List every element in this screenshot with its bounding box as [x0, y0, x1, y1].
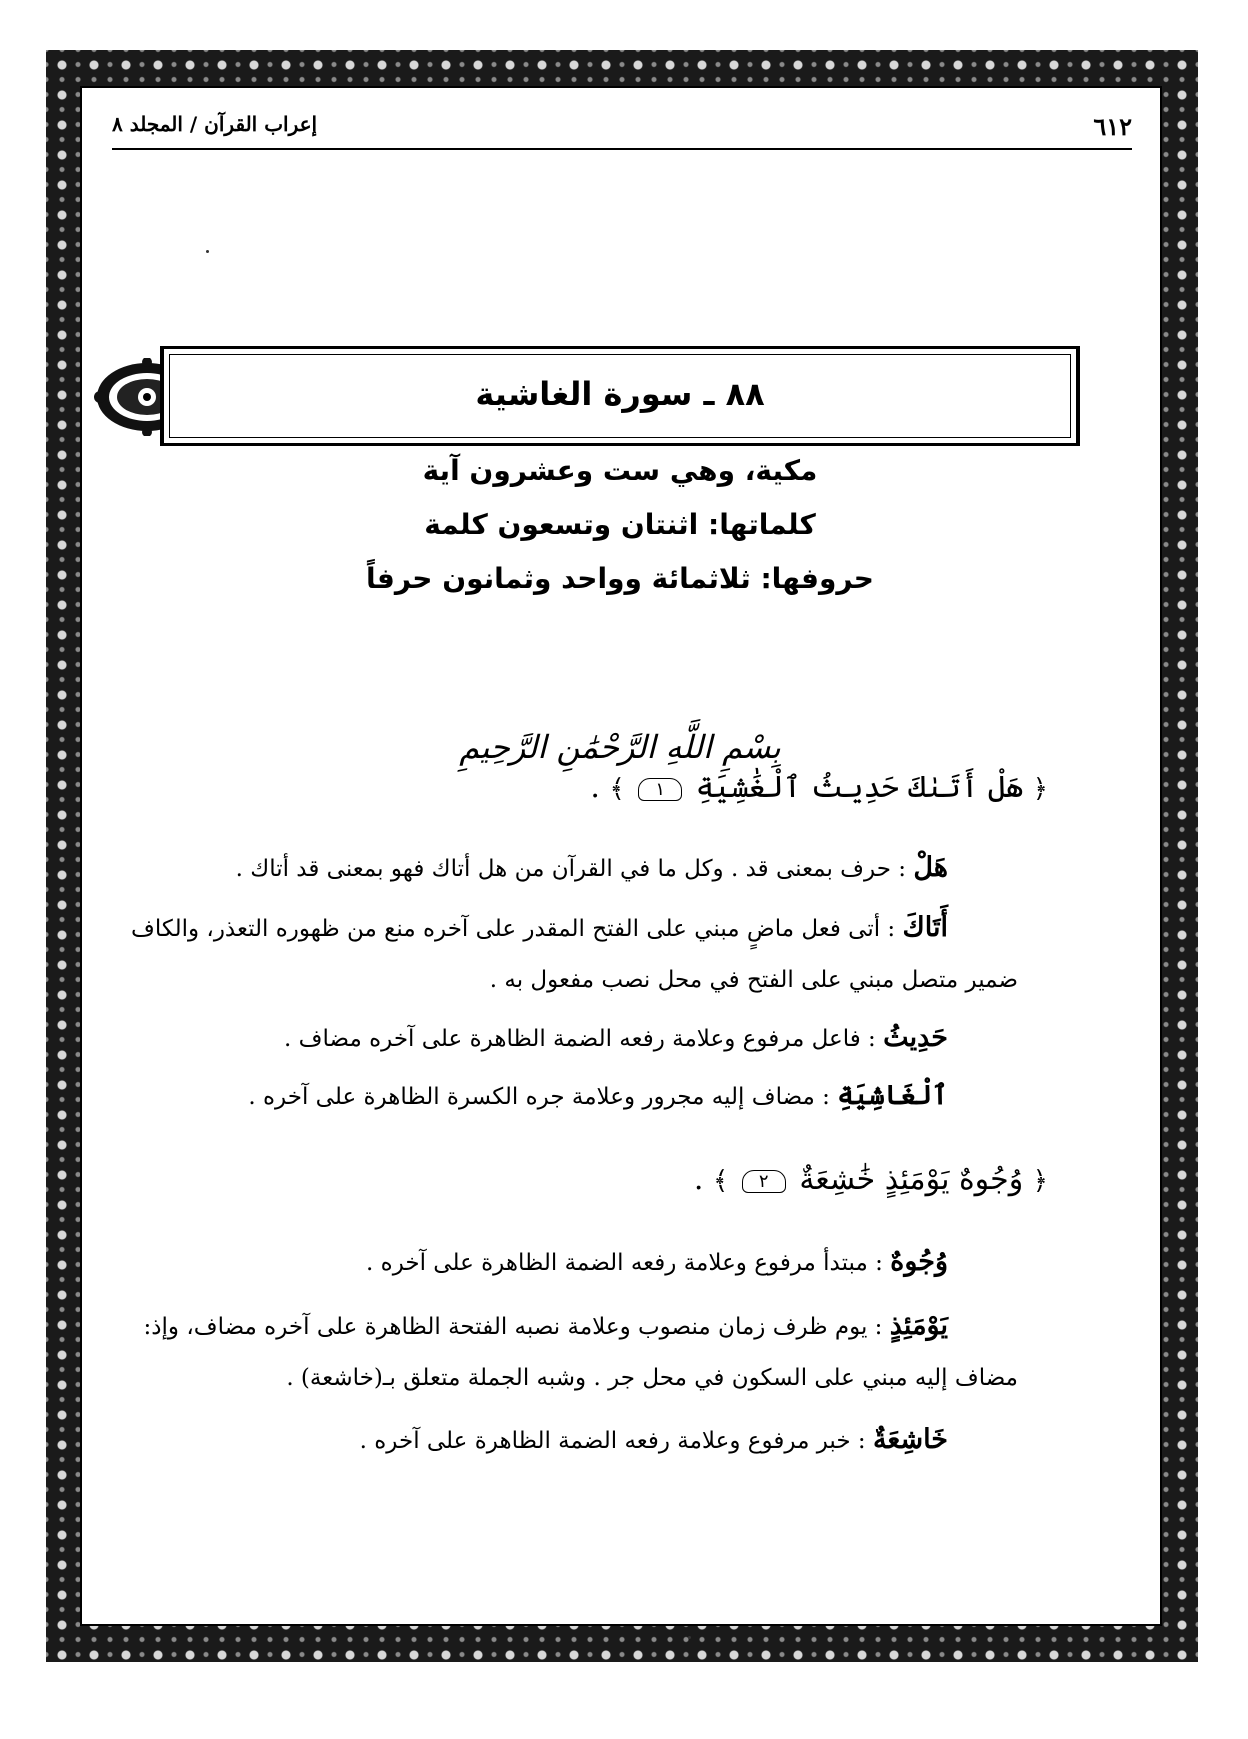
- analysis-term: خَاشِعَةٌ: [872, 1424, 948, 1455]
- verse-end-mark: .: [693, 1162, 704, 1197]
- surah-title-banner: [160, 346, 1080, 446]
- surah-title: ٨٨ ـ سورة الغاشية: [475, 375, 765, 413]
- analysis-continuation: ضمير متصل مبني على الفتح في محل نصب مفعول به .: [489, 967, 1018, 993]
- page-header: [112, 112, 1132, 146]
- analysis-entry: وُجُوهٌ : مبتدأ مرفوع وعلامة رفعه الضمة الظاهرة على آخره .: [366, 1246, 948, 1277]
- analysis-text: فاعل مرفوع وعلامة رفعه الضمة الظاهرة على آخره مضاف .: [284, 1026, 861, 1052]
- verse-close-bracket: ﴾: [712, 1166, 729, 1196]
- analysis-continuation: مضاف إليه مبني على السكون في محل جر . وشبه الجملة متعلق بـ(خاشعة) .: [286, 1365, 1018, 1391]
- analysis-text: حرف بمعنى قد . وكل ما في القرآن من هل أتاك فهو بمعنى قد أتاك .: [235, 856, 891, 882]
- analysis-entry: خَاشِعَةٌ : خبر مرفوع وعلامة رفعه الضمة الظاهرة على آخره .: [359, 1424, 948, 1455]
- analysis-term: ٱلْغَاشِيَةِ: [837, 1080, 948, 1111]
- verse-end-mark: .: [590, 770, 600, 805]
- analysis-term: أَتَاكَ: [902, 912, 948, 943]
- page-number: ٦١٢: [1093, 112, 1132, 141]
- header-rule: [112, 148, 1132, 150]
- analysis-term: حَدِيثُ: [883, 1022, 948, 1053]
- verse-open-bracket: ﴿: [1032, 1166, 1048, 1196]
- verse-number: ١: [638, 778, 682, 801]
- verse-open-bracket: ﴿: [1032, 774, 1048, 804]
- running-head: إعراب القرآن / المجلد ٨: [112, 112, 318, 136]
- verse-line: [694, 1162, 1048, 1197]
- verse-close-bracket: ﴾: [609, 774, 625, 804]
- analysis-term: يَوْمَئِذٍ: [889, 1310, 948, 1341]
- verse-line: [590, 770, 1048, 805]
- analysis-text: مضاف إليه مجرور وعلامة جره الكسرة الظاهرة على آخره .: [248, 1084, 815, 1110]
- analysis-entry: ٱلْغَاشِيَةِ : مضاف إليه مجرور وعلامة جره الكسرة الظاهرة على آخره .: [248, 1080, 948, 1111]
- analysis-text: مبتدأ مرفوع وعلامة رفعه الضمة الظاهرة على آخره .: [366, 1250, 868, 1276]
- basmala: بِسْمِ اللَّهِ الرَّحْمَٰنِ الرَّحِيمِ: [459, 728, 781, 766]
- analysis-text: خبر مرفوع وعلامة رفعه الضمة الظاهرة على آخره .: [359, 1428, 851, 1454]
- print-speck: [206, 250, 209, 253]
- analysis-term: وُجُوهٌ: [890, 1246, 948, 1277]
- verse-number: ٢: [742, 1170, 786, 1193]
- analysis-entry: أَتَاكَ : أتى فعل ماضٍ مبني على الفتح المقدر على آخره منع من ظهوره التعذر، والكاف: [131, 912, 948, 943]
- print-speck: [688, 1636, 691, 1639]
- verse-text: هَلْ أَتَىٰكَ حَدِيثُ ٱلْغَٰشِيَةِ: [695, 770, 1024, 805]
- surah-info-line: مكية، وهي ست وعشرون آية: [422, 454, 818, 487]
- surah-info-line: حروفها: ثلاثمائة وواحد وثمانون حرفاً: [366, 562, 874, 595]
- analysis-term: هَلْ: [913, 852, 948, 883]
- analysis-entry: هَلْ : حرف بمعنى قد . وكل ما في القرآن من هل أتاك فهو بمعنى قد أتاك .: [235, 852, 948, 883]
- analysis-entry: حَدِيثُ : فاعل مرفوع وعلامة رفعه الضمة الظاهرة على آخره مضاف .: [284, 1022, 948, 1053]
- surah-info-line: كلماتها: اثنتان وتسعون كلمة: [424, 508, 816, 541]
- analysis-text: أتى فعل ماضٍ مبني على الفتح المقدر على آخره منع من ظهوره التعذر، والكاف: [131, 916, 881, 942]
- analysis-text: يوم ظرف زمان منصوب وعلامة نصبه الفتحة الظاهرة على آخره مضاف، وإذ:: [143, 1314, 868, 1340]
- analysis-entry: يَوْمَئِذٍ : يوم ظرف زمان منصوب وعلامة نصبه الفتحة الظاهرة على آخره مضاف، وإذ:: [143, 1310, 948, 1341]
- verse-text: وُجُوهٌ يَوْمَئِذٍ خَٰشِعَةٌ: [799, 1162, 1024, 1197]
